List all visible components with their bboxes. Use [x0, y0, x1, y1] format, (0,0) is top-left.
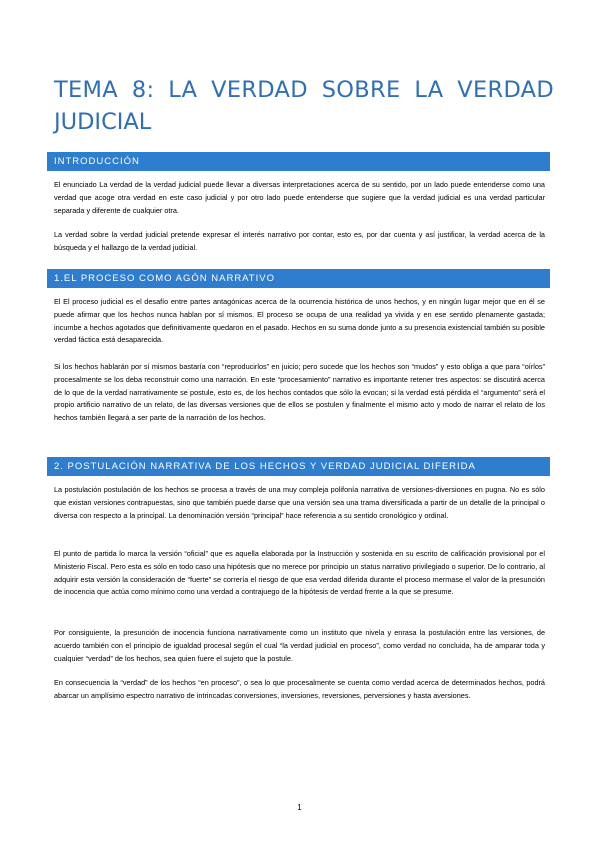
section2-paragraph-3: Por consiguiente, la presunción de inocencia funciona narrativamente como un instituto que nivela y enrasa la postulación entre las versiones, de acuerdo también con el principio de igualdad procesal según el cual “la verdad judicial en proceso”, como verdad no concluida, ha de amparar toda y cualquier “verdad” de los hechos, sea quien fuere el sujeto que la postule. — [54, 628, 545, 663]
document-title — [54, 74, 554, 138]
intro-paragraph-1: El enunciado La verdad de la verdad judicial puede llevar a diversas interpretaciones acerca de su sentido, por un lado puede entenderse como una verdad que acoge otra verdad en este caso judicial y por otro lado puede entenderse que sugiere que la verdad judicial es una verdad particular separada y diferente de cualquier otra. — [54, 180, 545, 215]
section-heading-proceso-agon: 1.EL PROCESO COMO AGÓN NARRATIVO — [47, 269, 550, 288]
section-heading-introduccion: INTRODUCCIÓN — [47, 152, 550, 171]
title-line-2: JUDICIAL — [54, 109, 152, 135]
section1-paragraph-2: Si los hechos hablarán por sí mismos bastaría con “reproducirlos” en juicio; pero sucede que los hechos son “mudos” y esto obliga a que para “oírlos” procesalmente se los deba reconstruir como una narración. En este “procesamiento” narrativo es importante retener tres aspectos: se discutirá acerca de lo que de la verdad narrativamente se postule, esto es, de los hechos contados que sólo la evocan; si la verdad está pérdida el “argumento” será el propio artificio narrativo de un relato, de las diversas versiones que de ellos se postulen y finalmente el mismo acto y modo de narrar el relato de los hechos también llegará a ser parte de la narración de los hechos. — [54, 362, 545, 423]
section-heading-postulacion-narrativa: 2. POSTULACIÓN NARRATIVA DE LOS HECHOS Y VERDAD JUDICIAL DIFERIDA — [47, 457, 550, 476]
section2-paragraph-2: El punto de partida lo marca la versión “oficial” que es aquella elaborada por la Instrucción y sostenida en su escrito de calificación provisional por el Ministerio Fiscal. Pero esta es sólo en todo caso una hipótesis que no merece por principio un status narrativo privilegiado o superior. De lo contrario, al adquirir esta versión la consideración de “fuerte” se correría el riesgo de que esa verdad diferida durante el proceso mermase el valor de la presunción de inocencia que actúa como mínimo como una verdad a contrajuego de la hipótesis de verdad frente a la que se presume. — [54, 549, 545, 597]
title-line-1: TEMA 8: LA VERDAD SOBRE LA VERDAD — [54, 77, 554, 103]
section1-paragraph-1: El El proceso judicial es el desafío entre partes antagónicas acerca de la ocurrencia histórica de unos hechos, y en ningún lugar mejor que en él se puede afirmar que los hechos nunca hablan por sí mismos. El proceso se ocupa de una realidad ya vivida y en ese sentido plenamente gastada; incumbe a hechos agotados que definitivamente quedaron en el pasado. Hechos en su suma donde junto a su presencia existencial también su posible verdad fáctica está desaparecida. — [54, 297, 545, 345]
intro-paragraph-2: La verdad sobre la verdad judicial pretende expresar el interés narrativo por contar, esto es, por dar cuenta y así justificar, la verdad acerca de la búsqueda y el hallazgo de la verdad judicial. — [54, 230, 545, 252]
section2-paragraph-4: En consecuencia la “verdad” de los hechos “en proceso”, o sea lo que procesalmente se cuenta como verdad acerca de determinados hechos, podrá abarcar un amplísimo espectro narrativo de intrincadas conversiones, inversiones, reversiones, perversiones y hasta aversiones. — [54, 678, 545, 700]
page-number: 1 — [297, 803, 302, 812]
section2-paragraph-1: La postulación postulación de los hechos se procesa a través de una muy compleja polifonía narrativa de versiones-diversiones en pugna. No es sólo que existan versiones contrapuestas, sino que también puede darse que una versión sea una trama diversificada a partir de un detalle de la principal o diversa con respecto a la principal. La denominación versión “principal” hace referencia a su sentido cronológico y ordinal. — [54, 485, 545, 520]
